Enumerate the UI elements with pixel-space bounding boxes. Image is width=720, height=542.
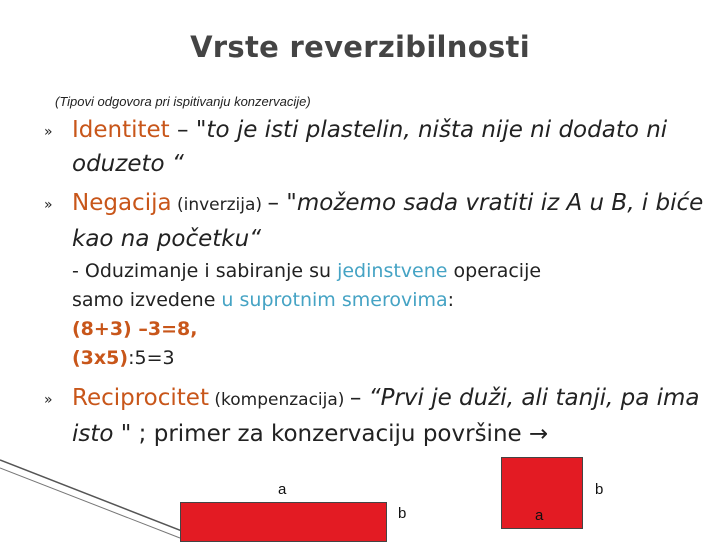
line3-reciprocitet: površine → (422, 421, 549, 447)
dash: – (169, 117, 196, 143)
label-long-b: b (398, 505, 407, 522)
negacija-note (72, 257, 712, 373)
term-reciprocitet: Reciprocitet (72, 385, 209, 411)
quote-negacija: "možemo sada vratiti iz A u B, i biće kao na početku“ (72, 190, 704, 252)
item-reciprocitet (72, 381, 717, 451)
quote-identitet: "to je isti plastelin, ništa nije ni dodato ni oduzeto “ (72, 117, 668, 177)
item-identitet (72, 113, 712, 181)
long-thin-rectangle (180, 502, 387, 542)
label-square-a: a (535, 507, 544, 524)
item-negacija (72, 186, 712, 256)
dash: – (267, 190, 287, 216)
subtitle: (Tipovi odgovora pri ispitivanju konzervacije) (55, 94, 311, 109)
rest-reciprocitet: ; primer za konzervaciju (131, 421, 416, 447)
paren-negacija: (inverzija) (171, 195, 268, 215)
double-chevron-right-icon: » (44, 124, 53, 140)
note-mid: operacije (447, 260, 542, 282)
note-colon: : (447, 289, 455, 311)
double-chevron-right-icon: » (44, 197, 53, 213)
term-identitet: Identitet (72, 117, 170, 143)
label-long-a: a (278, 481, 287, 498)
label-square-b: b (595, 481, 604, 498)
paren-reciprocitet: (kompenzacija) (208, 390, 350, 410)
term-negacija: Negacija (72, 190, 172, 216)
calc-2 (72, 344, 712, 373)
calc-2b: :5=3 (128, 347, 175, 369)
note-line-1 (72, 257, 712, 286)
calc-1: (8+3) –3=8, (72, 318, 198, 340)
calc-2a: (3x5) (72, 347, 129, 369)
note-highlight-1: jedinstvene (337, 260, 448, 282)
note-highlight-2: u suprotnim smerovima (221, 289, 448, 311)
decorative-corner-lines (0, 458, 200, 540)
dash: – (349, 385, 369, 411)
note-line-2 (72, 286, 712, 315)
note-line2a: samo izvedene (72, 289, 222, 311)
note-prefix: - Oduzimanje i sabiranje su (72, 260, 338, 282)
double-chevron-right-icon: » (44, 392, 53, 408)
page-title: Vrste reverzibilnosti (190, 30, 530, 64)
quote-reciprocitet: “Prvi je duži, ali tanji, pa ima isto " (72, 385, 700, 447)
